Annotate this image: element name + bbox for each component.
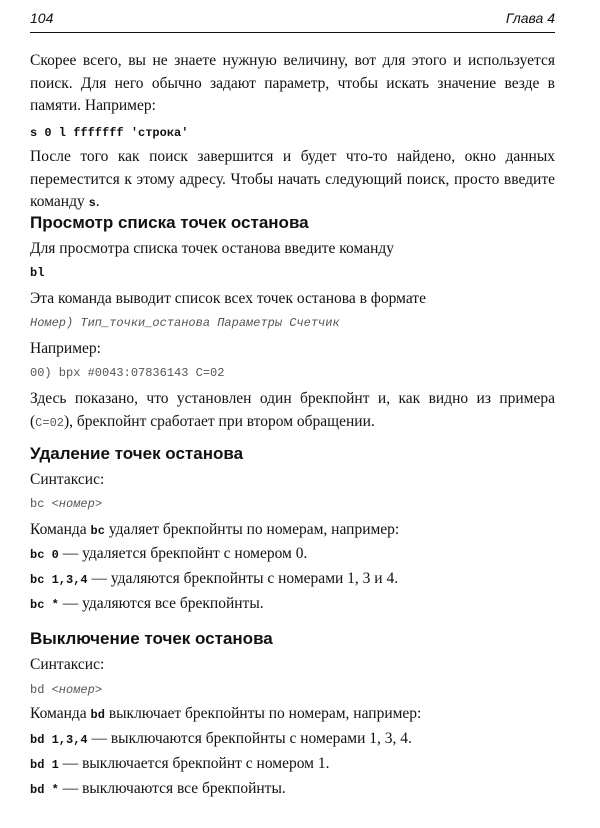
section-heading: Выключение точек останова <box>30 629 273 648</box>
list-item <box>30 778 555 802</box>
paragraph-text: Здесь показано, что установлен один брекпойнт и, как видно из примера ( <box>30 390 555 430</box>
code-line: 00) bpx #0043:07836143 C=02 <box>30 366 225 380</box>
paragraph: Для просмотра списка точек останова введите команду <box>30 240 395 257</box>
section-heading: Просмотр списка точек останова <box>30 213 309 232</box>
punct: . <box>95 193 100 210</box>
format-line: Номер) Тип_точки_останова Параметры Счетчик <box>30 316 340 330</box>
item-text: — удаляются брекпойнты с номерами 1, 3 и 4. <box>87 570 399 587</box>
item-text: — выключается брекпойнт с номером 1. <box>58 755 330 772</box>
item-text: — удаляется брекпойнт с номером 0. <box>58 545 308 562</box>
page-number: 104 <box>30 10 54 26</box>
paragraph: Синтаксис: <box>30 656 105 673</box>
inline-code: C=02 <box>35 415 64 430</box>
paragraph <box>30 519 555 543</box>
chapter-title: Глава 4 <box>505 10 555 26</box>
item-text: — удаляются все брекпойнты. <box>58 595 264 612</box>
paragraph: Скорее всего, вы не знаете нужную величину, вот для этого и используется поиск. Для него обычно задают параметр, чтобы искать значение везде в памяти. Например: <box>30 52 555 114</box>
list-item <box>30 543 555 567</box>
paragraph-text: Команда <box>30 705 91 722</box>
list-item <box>30 593 555 617</box>
inline-code: s <box>88 196 96 210</box>
inline-code: bd 1 <box>30 758 59 772</box>
list-item <box>30 753 555 777</box>
paragraph-text: выключает брекпойнты по номерам, например: <box>104 705 422 722</box>
paragraph <box>30 388 555 434</box>
inline-code: bd 1,3,4 <box>30 733 88 747</box>
inline-code: bd <box>90 708 105 722</box>
inline-code: bd * <box>30 783 59 797</box>
paragraph-text: ), брекпойнт сработает при втором обращении. <box>63 412 375 430</box>
paragraph <box>30 703 555 727</box>
paragraph: Например: <box>30 340 101 357</box>
syntax-line <box>30 683 102 697</box>
code-line: s 0 l fffffff 'строка' <box>30 126 189 140</box>
section-heading: Удаление точек останова <box>30 444 244 463</box>
paragraph-text: удаляет брекпойнты по номерам, например: <box>104 521 400 538</box>
inline-code: bc 1,3,4 <box>30 573 88 587</box>
item-text: — выключаются брекпойнты с номерами 1, 3, 4. <box>87 730 412 747</box>
syntax-arg: <номер> <box>51 497 103 511</box>
syntax-arg: <номер> <box>51 683 103 697</box>
syntax-cmd: bc <box>30 497 45 511</box>
syntax-line <box>30 497 102 511</box>
list-item <box>30 568 555 592</box>
list-item <box>30 728 555 752</box>
paragraph: Синтаксис: <box>30 471 105 488</box>
inline-code: bc <box>90 524 105 538</box>
inline-code: bc 0 <box>30 548 59 562</box>
code-line: bl <box>30 266 45 280</box>
item-text: — выключаются все брекпойнты. <box>58 780 286 797</box>
page-header <box>30 10 555 33</box>
paragraph <box>30 146 555 215</box>
syntax-cmd: bd <box>30 683 45 697</box>
paragraph-text: Команда <box>30 521 91 538</box>
inline-code: bc * <box>30 598 59 612</box>
paragraph: Эта команда выводит список всех точек останова в формате <box>30 290 426 307</box>
paragraph-text: После того как поиск завершится и будет что-то найдено, окно данных переместится к этому адресу. Чтобы начать следующий поиск, просто введите команду <box>30 148 555 210</box>
